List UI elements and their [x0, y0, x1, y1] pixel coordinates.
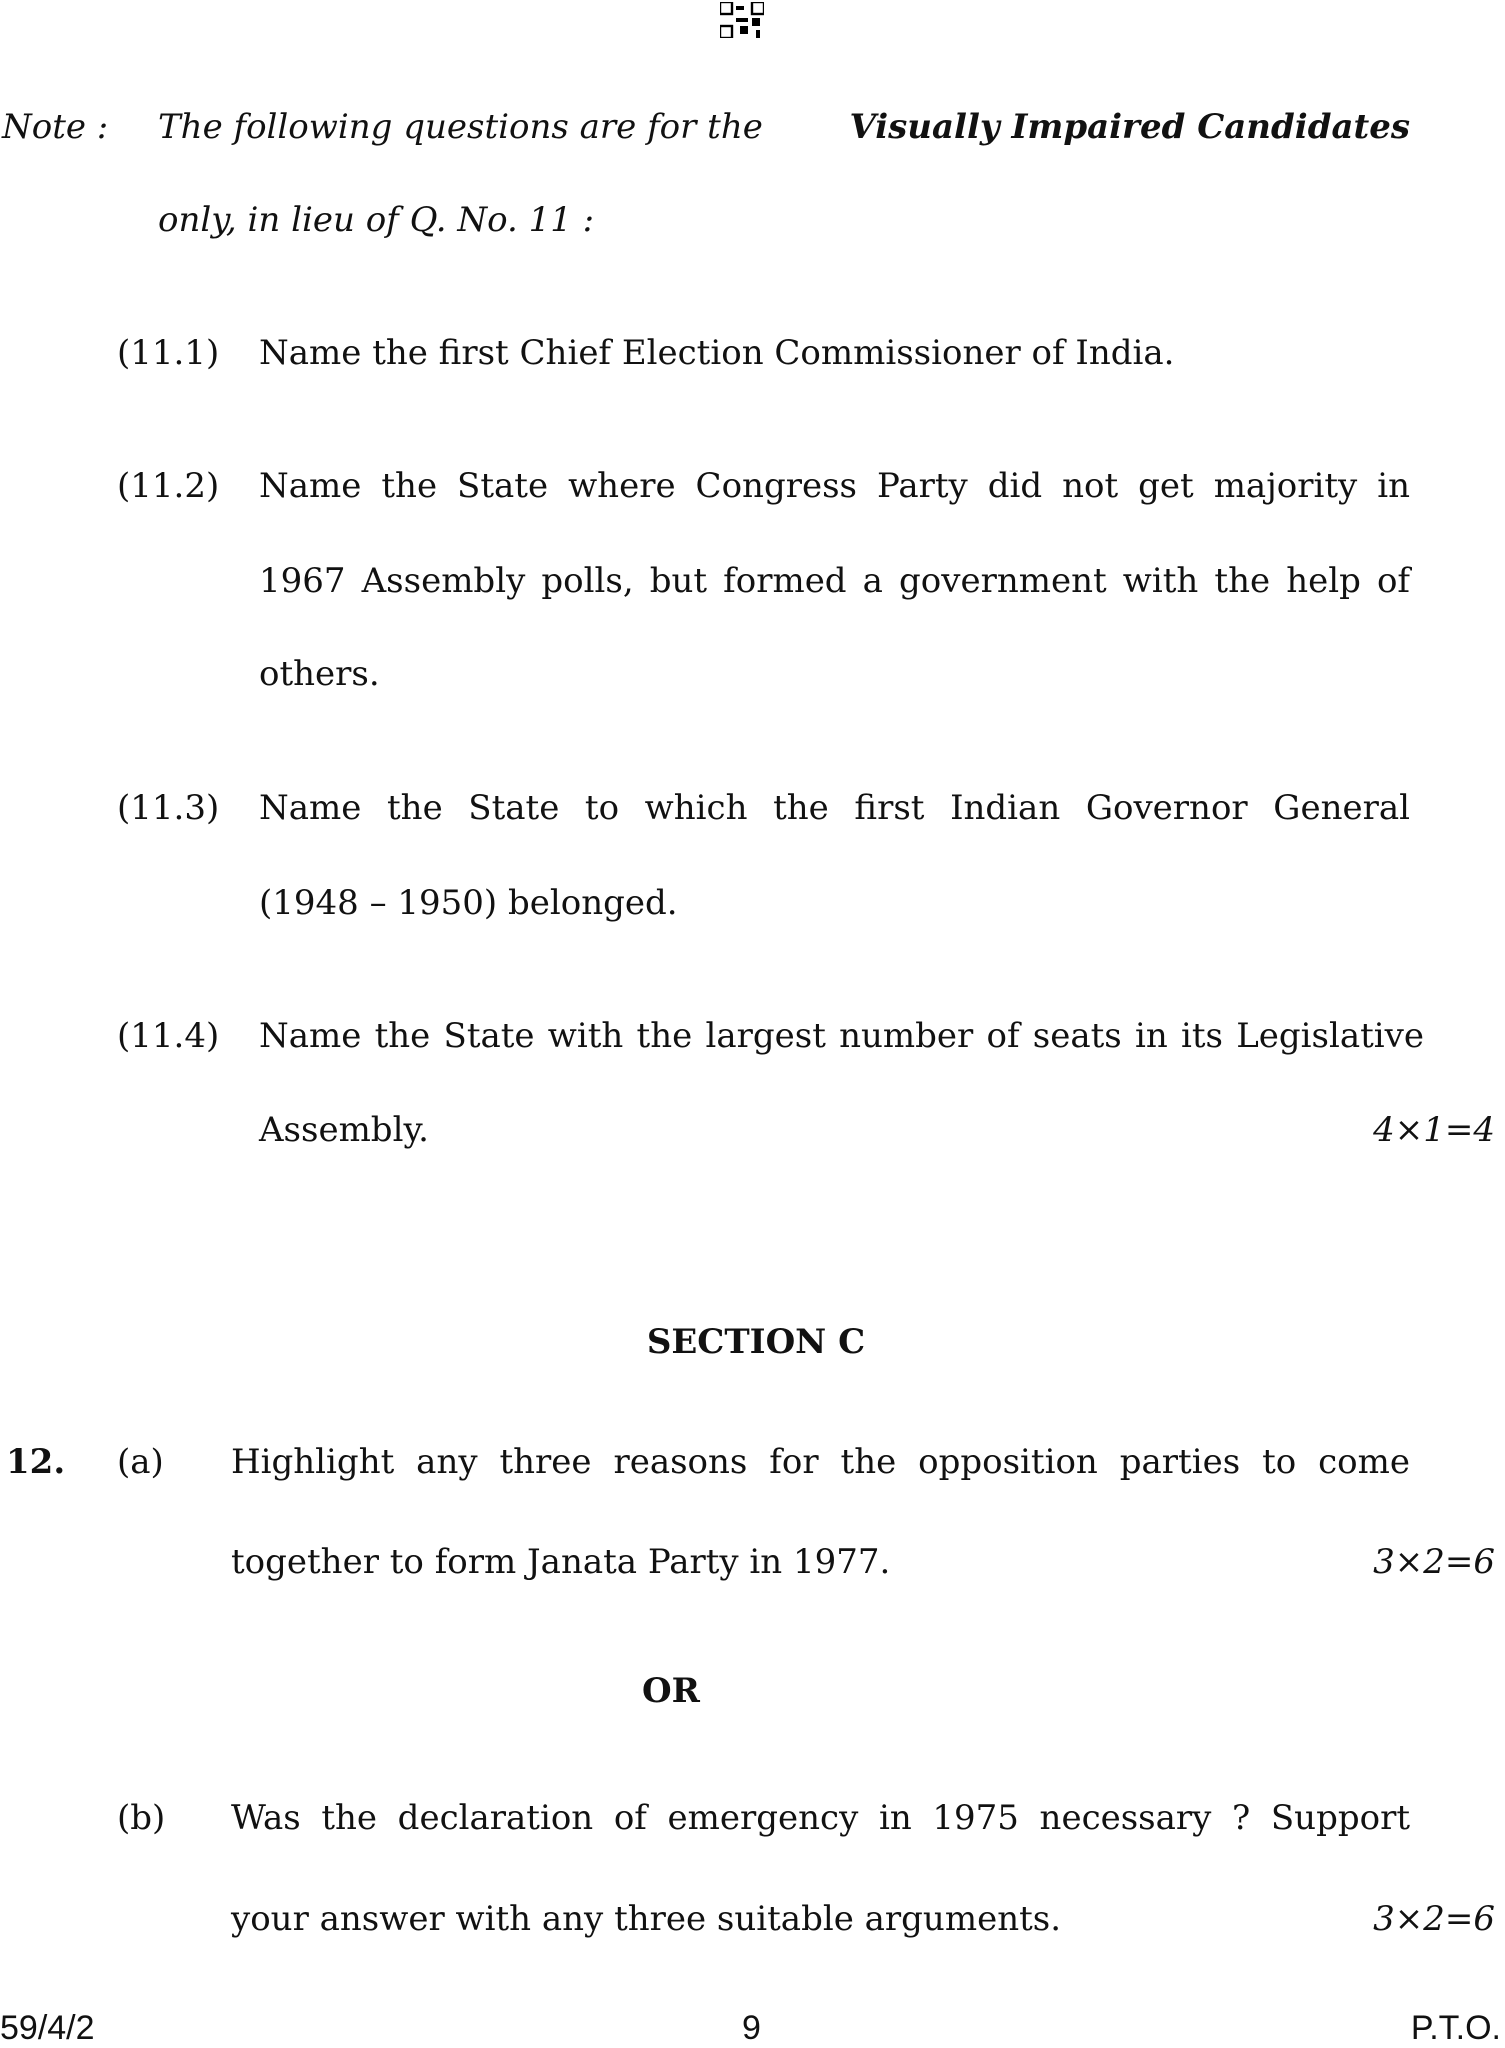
- question-text: Highlight any three reasons for the opposition parties to come: [231, 1442, 1410, 1482]
- question-number: 12.: [6, 1442, 66, 1482]
- note-bold-text: Visually Impaired Candidates: [849, 107, 1410, 147]
- question-text: Name the first Chief Election Commissioner of India.: [259, 333, 1175, 373]
- question-text: your answer with any three suitable arguments.: [231, 1899, 1062, 1939]
- section-title: SECTION C: [646, 1322, 866, 1362]
- note-line-1: [158, 107, 1410, 147]
- marks: 3×2=6: [1373, 1899, 1495, 1939]
- question-number: (11.4): [117, 1016, 220, 1056]
- question-text: (1948 – 1950) belonged.: [259, 883, 678, 923]
- question-number: (11.3): [117, 788, 220, 828]
- paper-code: 59/4/2: [0, 2009, 95, 2047]
- pto-label: P.T.O.: [1410, 2009, 1501, 2047]
- note-line-2: only, in lieu of Q. No. 11 :: [158, 200, 595, 240]
- marks: 4×1=4: [1373, 1110, 1495, 1150]
- question-text: 1967 Assembly polls, but formed a government with the help of: [259, 561, 1410, 601]
- question-text: Assembly.: [259, 1110, 429, 1150]
- option-label: (a): [117, 1442, 164, 1482]
- marks: 3×2=6: [1373, 1542, 1495, 1582]
- question-text: Name the State to which the first Indian Governor General: [259, 788, 1410, 828]
- question-text: others.: [259, 654, 380, 694]
- question-text: Was the declaration of emergency in 1975 necessary ? Support: [231, 1798, 1410, 1838]
- qr-code-icon: [720, 2, 764, 38]
- note-text: The following questions are for the: [158, 107, 763, 147]
- question-number: (11.2): [117, 466, 220, 506]
- note-label: Note :: [2, 107, 109, 147]
- or-separator: OR: [642, 1671, 700, 1711]
- question-text: Name the State with the largest number of seats in its Legislative: [259, 1016, 1424, 1056]
- question-number: (11.1): [117, 333, 220, 373]
- page-number: 9: [742, 2009, 761, 2047]
- question-text: Name the State where Congress Party did not get majority in: [259, 466, 1410, 506]
- question-text: together to form Janata Party in 1977.: [231, 1542, 891, 1582]
- option-label: (b): [117, 1798, 166, 1838]
